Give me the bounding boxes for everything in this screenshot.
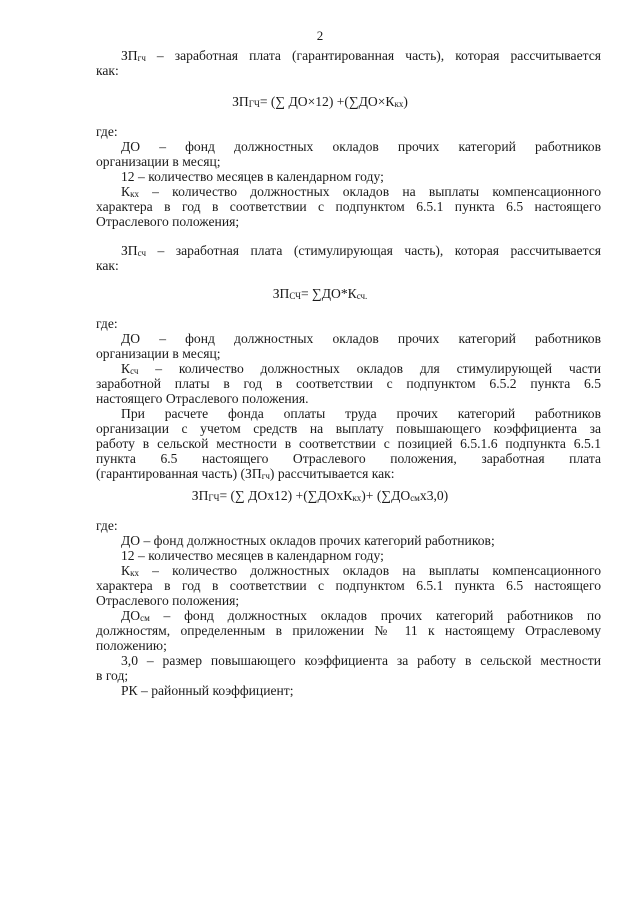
paragraph-line: организации в месяц; [96,154,221,169]
definition-coefficient: 3,0 – размер повышающего коэффициента за работу в сельской местности [121,653,601,668]
definition-dosm: ДОсм – фонд должностных окладов прочих категорий работников по [121,608,601,623]
definition-kkh: Ккх – количество должностных окладов на выплаты компенсационного [121,184,601,199]
paragraph-line: Отраслевого положения; [96,214,240,229]
paragraph-line: характера в год в соответствии с подпунктом 6.5.1 пункта 6.5 настоящего [96,199,601,214]
definition-12: 12 – количество месяцев в календарном году; [121,169,384,184]
page-number: 2 [316,28,324,43]
paragraph-line: в год; [96,668,129,683]
paragraph-line: заработной платы в год в соответствии с подпунктом 6.5.2 пункта 6.5 [96,376,601,391]
paragraph-line: характера в год в соответствии с подпунктом 6.5.1 пункта 6.5 настоящего [96,578,601,593]
paragraph-rural-calc: При расчете фонда оплаты труда прочих категорий работников [121,406,601,421]
where-label: где: [96,518,118,533]
formula-zp-sch: ЗПСЧ= ∑ДО*Ксч. [272,286,368,301]
paragraph-line: организации с учетом средств на выплату повышающего коэффициента за [96,421,601,436]
formula-zp-gch: ЗПГЧ= (∑ ДО×12) +(∑ДО×Ккх) [232,94,408,109]
paragraph-line: настоящего Отраслевого положения. [96,391,309,406]
formula-zp-gch-rural: ЗПГЧ= (∑ ДОх12) +(∑ДОхКкх)+ (∑ДОсмх3,0) [191,488,449,503]
definition-kkh: Ккх – количество должностных окладов на выплаты компенсационного [121,563,601,578]
where-label: где: [96,124,118,139]
definition-rk: РК – районный коэффициент; [121,683,294,698]
paragraph-zp-gch-intro: ЗПгч – заработная плата (гарантированная часть), которая рассчитывается [121,48,601,63]
where-label: где: [96,316,118,331]
paragraph-line: должностям, определенным в приложении № 11 к настоящему Отраслевому [96,623,601,638]
definition-ksch: Ксч – количество должностных окладов для стимулирующей части [121,361,601,376]
definition-do: ДО – фонд должностных окладов прочих категорий работников; [121,533,495,548]
definition-do: ДО – фонд должностных окладов прочих категорий работников [121,139,601,154]
paragraph-line: пункта 6.5 настоящего Отраслевого положения, заработная плата [96,451,601,466]
paragraph-line: положению; [96,638,167,653]
paragraph-zp-sch-intro: ЗПсч – заработная плата (стимулирующая часть), которая рассчитывается [121,243,601,258]
paragraph-line: как: [96,63,119,78]
paragraph-line: Отраслевого положения; [96,593,240,608]
paragraph-line: работу в сельской местности в соответствии с позицией 6.5.1.6 подпункта 6.5.1 [96,436,601,451]
definition-do: ДО – фонд должностных окладов прочих категорий работников [121,331,601,346]
paragraph-line: (гарантированная часть) (ЗПгч) рассчитывается как: [96,466,395,481]
definition-12: 12 – количество месяцев в календарном году; [121,548,384,563]
paragraph-line: как: [96,258,119,273]
paragraph-line: организации в месяц; [96,346,221,361]
